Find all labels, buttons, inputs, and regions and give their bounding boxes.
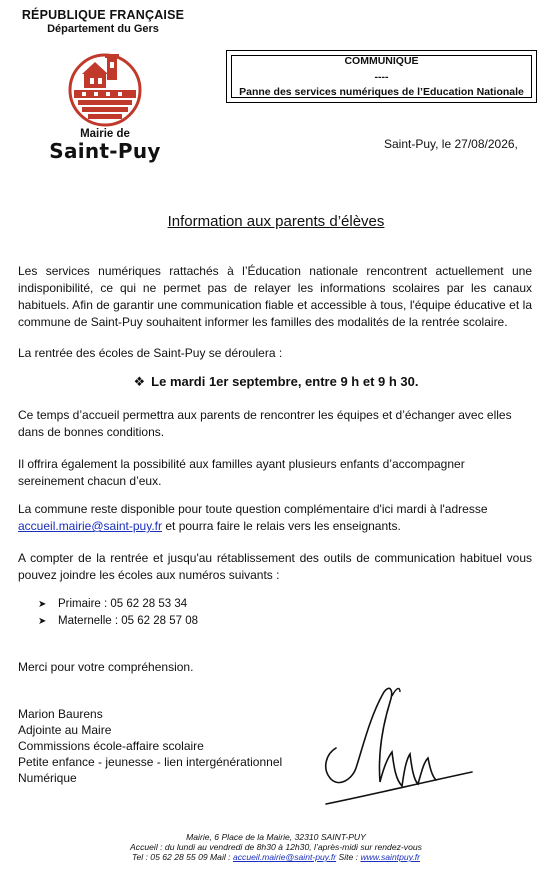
footer-tel: Tel : 05 62 28 55 09 Mail : bbox=[131, 852, 233, 862]
mairie-logo bbox=[64, 50, 146, 128]
page-title-text: Information aux parents d’élèves bbox=[167, 213, 385, 230]
mairie-de-label: Mairie de bbox=[80, 128, 130, 140]
list-item-text: Maternelle : 05 62 28 57 08 bbox=[58, 615, 199, 627]
handwritten-signature bbox=[296, 676, 476, 816]
document-date: Saint-Puy, le 27/08/2026, bbox=[384, 137, 518, 151]
footer-site-label: Site : bbox=[336, 852, 361, 862]
contact-text: La commune reste disponible pour toute question complémentaire d'ici mardi à l'adresse bbox=[18, 502, 488, 516]
footer-site-link[interactable]: www.saintpuy.fr bbox=[360, 852, 420, 862]
paragraph-rentree: La rentrée des écoles de Saint-Puy se déroulera : bbox=[18, 346, 283, 360]
communique-subject: Panne des services numériques de l’Education Nationale bbox=[239, 86, 524, 98]
contact-email-link[interactable]: accueil.mairie@saint-puy.fr bbox=[18, 519, 163, 533]
signatory-domain: Petite enfance - jeunesse - lien intergénérationnel bbox=[18, 755, 283, 769]
paragraph-contact bbox=[18, 501, 532, 535]
footer-hours: Accueil : du lundi au vendredi de 8h30 à 12h30, l’après-midi sur rendez-vous bbox=[130, 842, 422, 852]
paragraph-numeros: A compter de la rentrée et jusqu'au rétablissement des outils de communication habituel vous pouvez joindre les écoles aux numéros suivants : bbox=[18, 551, 532, 582]
signatory-extra: Numérique bbox=[18, 771, 77, 785]
footer-contact bbox=[0, 852, 552, 862]
signatory-commission: Commissions école-affaire scolaire bbox=[18, 739, 204, 753]
communique-title: COMMUNIQUE bbox=[344, 55, 419, 67]
contact-text-after: et pourra faire le relais vers les enseignants. bbox=[162, 519, 401, 533]
page-title bbox=[0, 213, 552, 230]
rentree-date-text: Le mardi 1er septembre, entre 9 h et 9 h 30. bbox=[151, 374, 419, 389]
arrow-bullet-icon: ➤ bbox=[38, 599, 47, 610]
list-item-text: Primaire : 05 62 28 53 34 bbox=[58, 598, 188, 610]
departement-heading: Département du Gers bbox=[47, 23, 159, 35]
town-name: Saint-Puy bbox=[49, 139, 161, 163]
paragraph-familles: Il offrira également la possibilité aux familles ayant plusieurs enfants d’accompagner sereinement chacun d’eux. bbox=[18, 457, 465, 488]
paragraph-accueil: Ce temps d’accueil permettra aux parents de rencontrer les équipes et d’échanger avec elles dans de bonnes conditions. bbox=[18, 408, 512, 439]
list-item bbox=[38, 598, 187, 610]
signatory-role: Adjointe au Maire bbox=[18, 723, 112, 737]
signatory-name: Marion Baurens bbox=[18, 707, 103, 721]
republique-heading: RÉPUBLIQUE FRANÇAISE bbox=[21, 8, 185, 22]
footer-email-link[interactable]: accueil.mairie@saint-puy.fr bbox=[232, 852, 337, 862]
footer-address: Mairie, 6 Place de la Mairie, 32310 SAINT-PUY bbox=[186, 832, 366, 842]
list-item bbox=[38, 615, 198, 627]
paragraph-intro: Les services numériques rattachés à l’Éducation nationale rencontrent actuellement une indisponibilité, ce qui ne permet pas de relayer les informations scolaires par les canaux habituels. Afin de garantir une communication fiable et accessible à tous, l'équipe éducative et la commune de Saint-Puy souhaitent informer les familles des modalités de la rentrée scolaire. bbox=[18, 264, 532, 329]
thanks-line: Merci pour votre compréhension. bbox=[18, 660, 194, 674]
rentree-date-highlight bbox=[0, 374, 552, 390]
communique-separator: ---- bbox=[374, 71, 389, 83]
arrow-bullet-icon: ➤ bbox=[38, 616, 47, 627]
diamond-bullet-icon: ❖ bbox=[133, 374, 146, 389]
